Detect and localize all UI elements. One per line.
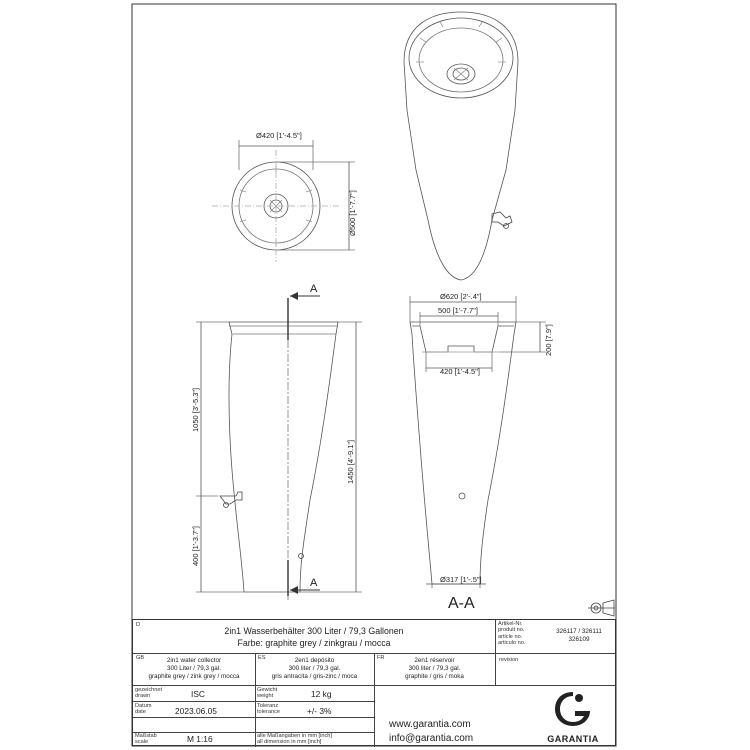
article-label-3: article no. [498, 633, 523, 640]
revision-label: revision [499, 657, 519, 663]
es-line-2: 300 liter / 79,3 gal. [288, 665, 341, 672]
article-label-4: articulo no. [498, 640, 526, 647]
weight-label-en: weight [257, 693, 274, 699]
front-height-body: 1050 [3'-5.3"] [191, 387, 200, 432]
top-view-inner-diameter: Ø420 [1'-4.5"] [256, 131, 302, 140]
article-number-1: 326117 / 326111 [556, 628, 602, 635]
scale-label-en: scale [135, 739, 149, 745]
fr-line-3: graphite / gris / moka [405, 673, 464, 680]
weight-value: 12 kg [311, 689, 332, 699]
tolerance-value: +/- 3% [307, 706, 332, 716]
units-note-de: alle Maßangaben in mm [inch] [257, 733, 332, 739]
title-block [132, 619, 616, 746]
section-arrow-top [290, 283, 320, 300]
corner-d: D [136, 622, 141, 628]
front-height-total: 1450 [4'-9.1"] [346, 439, 355, 484]
section-base-diameter: Ø317 [1'-.5"] [440, 575, 482, 584]
article-number-2: 326109 [568, 636, 590, 643]
main-title-line1: 2in1 Wasserbehälter 300 Liter / 79,3 Gallonen [224, 626, 404, 636]
date-label-de: Datum [135, 703, 152, 709]
units-note-en: all dimension in mm [inch] [257, 739, 322, 745]
weight-label-de: Gewicht [257, 687, 278, 693]
section-view [410, 296, 546, 588]
section-inner-bottom: 420 [1'-4.5"] [440, 367, 480, 376]
main-title-line2: Farbe: graphite grey / zinkgrau / mocca [237, 638, 391, 648]
section-top-diameter: Ø620 [2'-.4"] [440, 292, 482, 301]
gb-line-3: graphite grey / zink grey / mocca [148, 673, 240, 680]
fr-line-1: 2en1 réservoir [414, 657, 455, 664]
drawn-value: ISC [191, 689, 205, 699]
top-view [212, 140, 355, 262]
fr-code: FR [377, 655, 385, 661]
date-label-en: date [135, 709, 146, 715]
projection-symbol [588, 600, 615, 616]
scale-label-de: Maßstab [135, 733, 157, 739]
es-line-1: 2en1 depósito [294, 657, 335, 664]
front-view [196, 298, 362, 600]
gb-code: GB [136, 655, 145, 661]
section-inner-top: 500 [1'-7.7"] [438, 306, 478, 315]
section-letter-bottom: A [310, 577, 318, 589]
garantia-logo-icon [543, 687, 603, 729]
tolerance-label-en: tolerance [257, 709, 281, 715]
brand-name: GARANTIA [547, 734, 599, 744]
drawn-label-en: drawn [135, 693, 151, 699]
article-label-1: Artikel-Nr. [498, 621, 523, 627]
date-value: 2023.06.05 [175, 706, 217, 716]
article-labels [498, 621, 525, 647]
es-code: ES [258, 655, 266, 661]
section-letter-top: A [310, 283, 318, 295]
email[interactable]: info@garantia.com [389, 733, 474, 744]
website[interactable]: www.garantia.com [389, 719, 471, 730]
es-line-3: gris antracita / gris-zinc / moca [271, 673, 358, 680]
garantia-logo [543, 687, 603, 745]
fr-line-2: 300 liter / 79,3 gal. [408, 665, 461, 672]
gb-line-2: 300 Liter / 79,3 gal. [167, 665, 221, 672]
section-depth: 200 [7.9"] [544, 324, 553, 356]
perspective-view [404, 12, 518, 280]
section-title: A-A [448, 595, 475, 612]
scale-value: M 1:16 [187, 734, 213, 744]
top-view-outer-diameter: Ø500 [1'-7.7"] [348, 190, 357, 236]
article-label-2: produit no. [498, 627, 525, 634]
front-height-tap: 400 [1'-3.7"] [191, 526, 200, 566]
gb-line-1: 2in1 water collector [166, 657, 222, 664]
drawn-label-de: gezeichnet [135, 687, 163, 693]
tolerance-label-de: Toleranz [257, 703, 279, 709]
